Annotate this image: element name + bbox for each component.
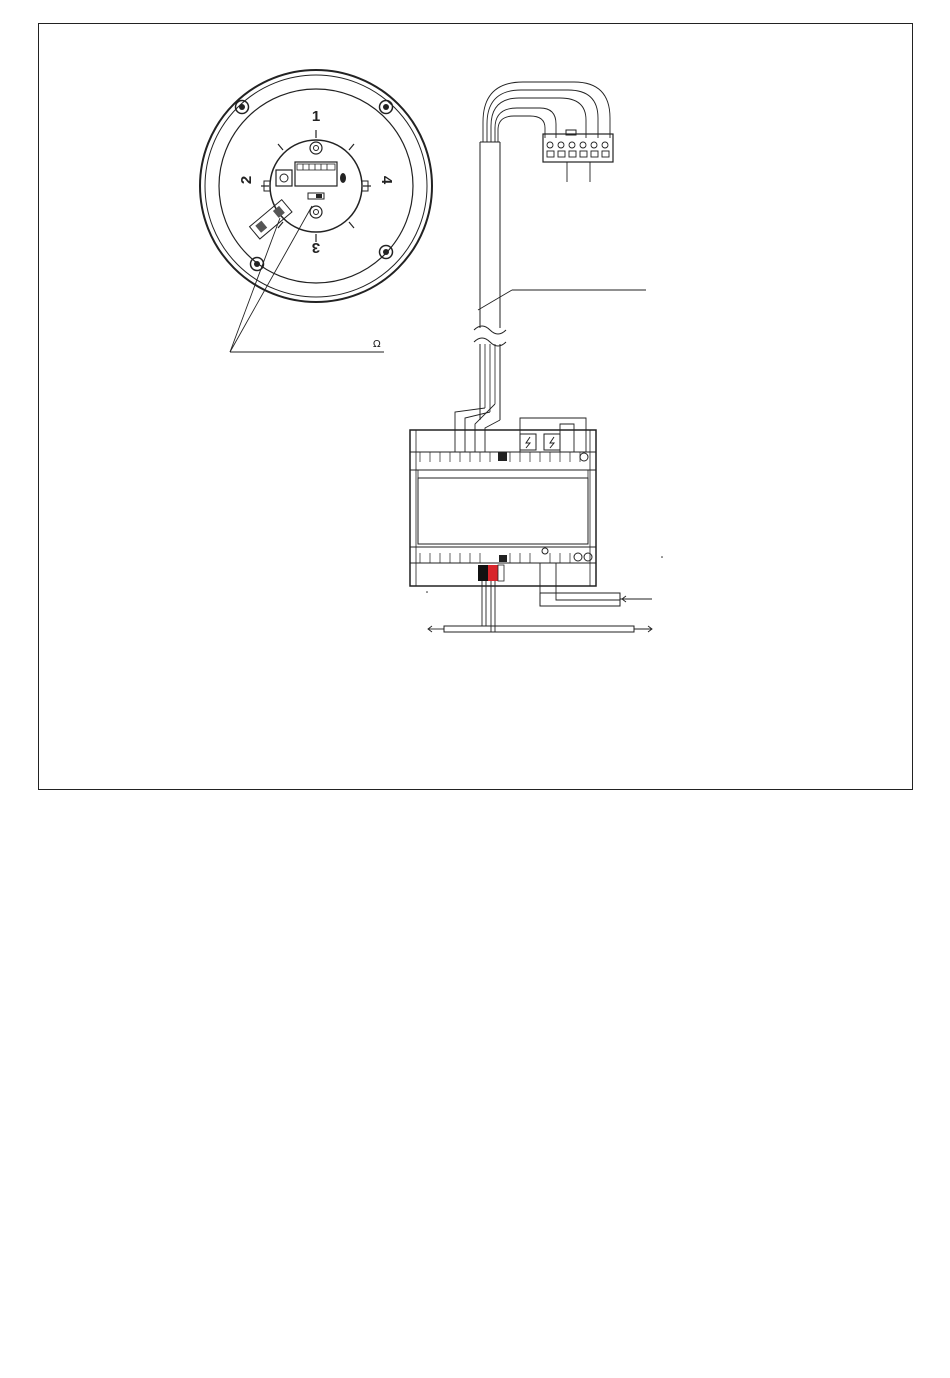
- detector-head: [200, 70, 432, 302]
- position-label-2: 2: [238, 175, 255, 185]
- detector-cable: [474, 82, 646, 420]
- cable-terminal-connector: [543, 130, 613, 182]
- resistor-symbol: Ω: [373, 339, 381, 350]
- bus-terminal-red: [488, 565, 498, 581]
- detector-label-sticker: [250, 200, 292, 239]
- surge-protector-icon: [544, 434, 560, 450]
- position-label-1: 1: [311, 108, 321, 125]
- din-rail-module: [410, 404, 596, 586]
- bus-terminal-black: [478, 565, 488, 581]
- mounting-screw: [380, 101, 393, 114]
- position-label-4: 4: [378, 175, 395, 185]
- resistor-callout: [230, 206, 384, 352]
- module-top-jumper: [498, 452, 507, 461]
- position-label-3: 3: [311, 239, 321, 256]
- mounting-screw: [380, 246, 393, 259]
- surge-protector-icon: [520, 434, 536, 450]
- detector-terminal-block: [295, 162, 337, 186]
